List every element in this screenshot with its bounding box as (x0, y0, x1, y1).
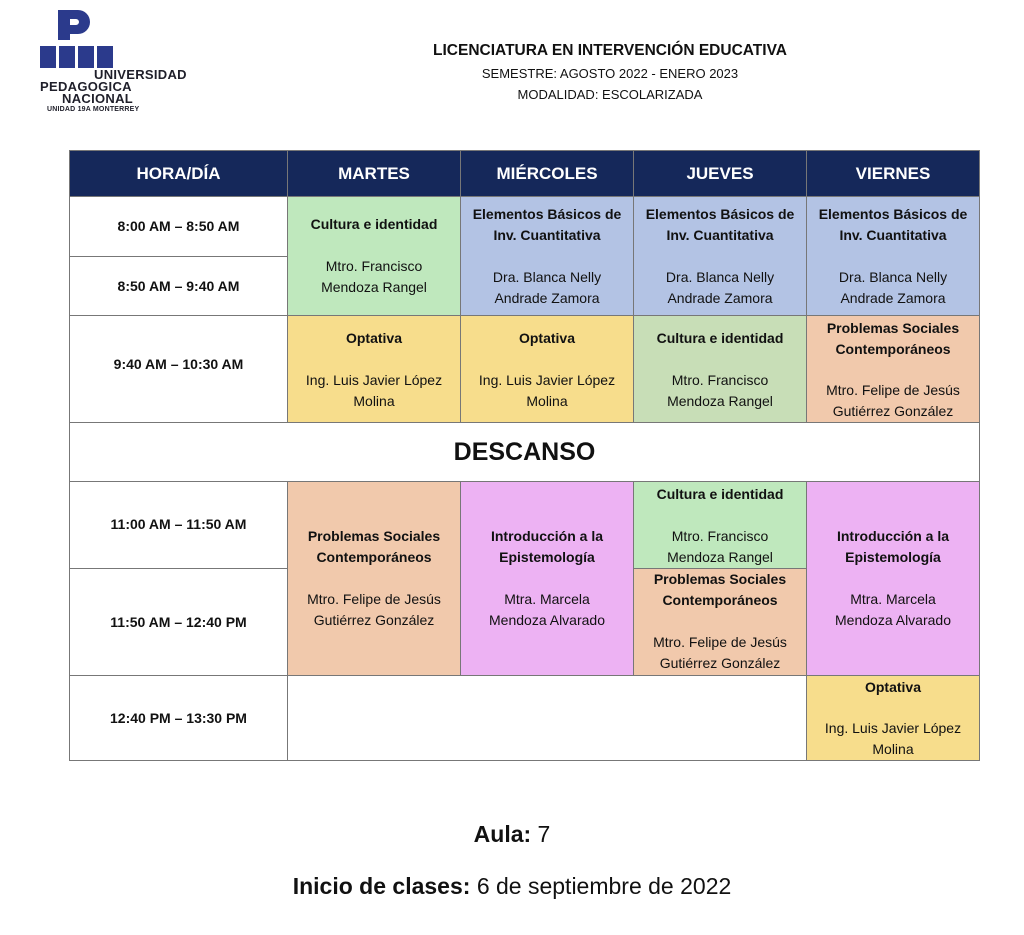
time-cell: 11:00 AM – 11:50 AM (69, 481, 288, 569)
class-cell-jueves-cultura-late: Cultura e identidad Mtro. Francisco Mendoza Rangel (633, 481, 807, 569)
header-cell-jueves: JUEVES (633, 150, 807, 197)
inicio-line (0, 873, 1024, 900)
time-cell: 12:40 PM – 13:30 PM (69, 675, 288, 761)
aula-label: Aula: (473, 821, 532, 847)
class-cell-jueves-problemas: Problemas Sociales Contemporáneos Mtro. Felipe de Jesús Gutiérrez González (633, 568, 807, 676)
class-cell-martes-cultura: Cultura e identidad Mtro. Francisco Mendoza Rangel (287, 196, 461, 316)
inicio-value: 6 de septiembre de 2022 (476, 873, 732, 899)
modality-line: MODALIDAD: ESCOLARIZADA (517, 87, 703, 102)
time-cell: 8:00 AM – 8:50 AM (69, 196, 288, 257)
document-title: LICENCIATURA EN INTERVENCIÓN EDUCATIVA (433, 42, 787, 59)
logo-text-line4: UNIDAD 19A MONTERREY (47, 106, 140, 113)
class-cell-viernes-introduccion: Introducción a la Epistemología Mtra. Marcela Mendoza Alvarado (806, 481, 980, 676)
class-cell-viernes-optativa: Optativa Ing. Luis Javier López Molina (806, 675, 980, 761)
break-row (69, 422, 980, 482)
empty-cell (287, 675, 807, 761)
class-cell-viernes-problemas: Problemas Sociales Contemporáneos Mtro. Felipe de Jesús Gutiérrez González (806, 315, 980, 423)
break-label: DESCANSO (453, 437, 596, 466)
class-cell-jueves-elementos: Elementos Básicos de Inv. Cuantitativa Dra. Blanca Nelly Andrade Zamora (633, 196, 807, 316)
class-cell-miercoles-elementos: Elementos Básicos de Inv. Cuantitativa Dra. Blanca Nelly Andrade Zamora (460, 196, 634, 316)
class-cell-martes-optativa: Optativa Ing. Luis Javier López Molina (287, 315, 461, 423)
inicio-label: Inicio de clases: (292, 873, 471, 899)
time-cell: 8:50 AM – 9:40 AM (69, 256, 288, 316)
class-cell-miercoles-optativa: Optativa Ing. Luis Javier López Molina (460, 315, 634, 423)
aula-value: 7 (537, 821, 551, 847)
class-cell-miercoles-introduccion: Introducción a la Epistemología Mtra. Marcela Mendoza Alvarado (460, 481, 634, 676)
time-cell: 11:50 AM – 12:40 PM (69, 568, 288, 676)
logo-text-line1: UNIVERSIDAD (94, 67, 187, 82)
class-cell-jueves-cultura: Cultura e identidad Mtro. Francisco Mendoza Rangel (633, 315, 807, 423)
header-cell-hora: HORA/DÍA (69, 150, 288, 197)
logo-text-line2: PEDAGOGICA (40, 79, 132, 94)
header-cell-martes: MARTES (287, 150, 461, 197)
time-cell: 9:40 AM – 10:30 AM (69, 315, 288, 423)
aula-line (0, 821, 1024, 848)
class-cell-martes-problemas: Problemas Sociales Contemporáneos Mtro. Felipe de Jesús Gutiérrez González (287, 481, 461, 676)
header-cell-viernes: VIERNES (806, 150, 980, 197)
upn-logo-mark (38, 10, 188, 70)
header-cell-miercoles: MIÉRCOLES (460, 150, 634, 197)
class-cell-viernes-elementos: Elementos Básicos de Inv. Cuantitativa Dra. Blanca Nelly Andrade Zamora (806, 196, 980, 316)
logo-text-line3: NACIONAL (62, 91, 134, 106)
upn-logo (38, 10, 188, 118)
semester-line: SEMESTRE: AGOSTO 2022 - ENERO 2023 (481, 66, 739, 81)
